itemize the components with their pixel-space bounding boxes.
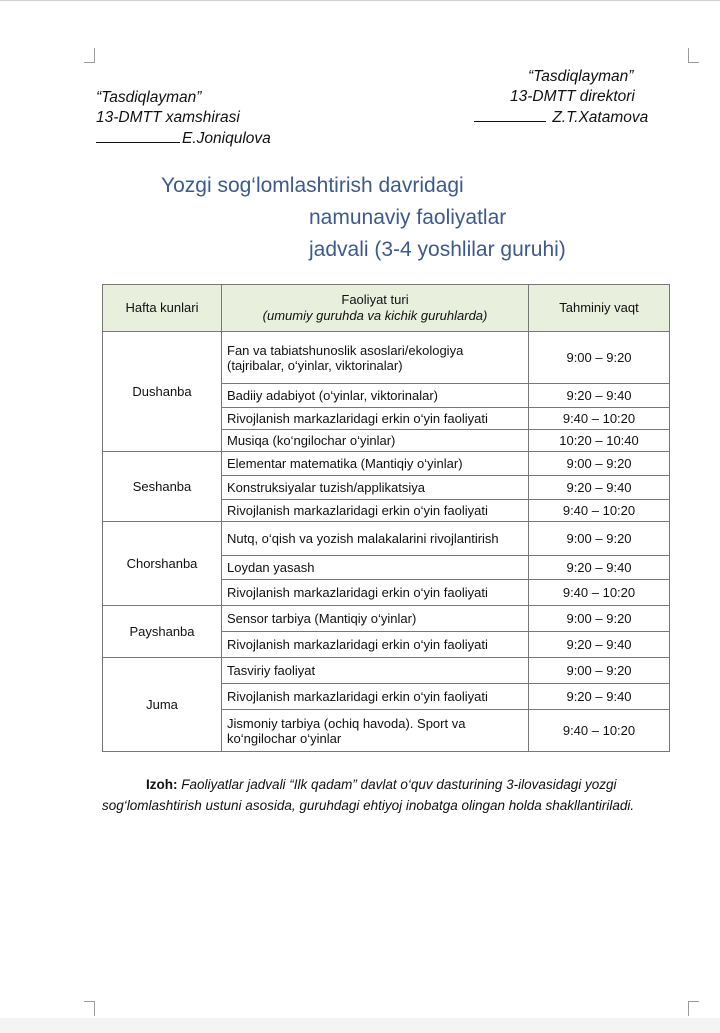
page-bottom-edge — [0, 1018, 720, 1033]
activity-cell: Elementar matematika (Mantiqiy o‘yinlar) — [222, 452, 529, 476]
signature-line — [96, 128, 180, 143]
approval-right — [474, 67, 674, 128]
approval-left-position: 13-DMTT xamshirasi — [96, 109, 240, 126]
note-line-2: sog‘lomlashtirish ustuni asosida, guruhdagi ehtiyoj inobatga olingan holda shakllantiriladi. — [102, 798, 635, 813]
time-cell: 9:00 – 9:20 — [529, 658, 670, 684]
margin-corner-top-left — [84, 48, 95, 63]
day-cell: Juma — [103, 658, 222, 752]
activity-cell: Fan va tabiatshunoslik asoslari/ekologiya (tajribalar, o‘yinlar, viktorinalar) — [222, 332, 529, 384]
title-line-2: namunaviy faoliyatlar — [309, 206, 507, 229]
activity-cell: Sensor tarbiya (Mantiqiy o‘yinlar) — [222, 606, 529, 632]
activity-cell: Rivojlanish markazlaridagi erkin o‘yin faoliyati — [222, 500, 529, 522]
header-time: Tahminiy vaqt — [529, 285, 670, 332]
approval-left-signatory: E.Joniqulova — [182, 130, 271, 147]
signature-line — [474, 107, 546, 122]
time-cell: 10:20 – 10:40 — [529, 430, 670, 452]
title-line-1: Yozgi sog‘lomlashtirish davridagi — [161, 174, 464, 197]
header-day: Hafta kunlari — [103, 285, 222, 332]
header-activity — [222, 285, 529, 332]
activity-cell: Rivojlanish markazlaridagi erkin o‘yin faoliyati — [222, 580, 529, 606]
time-cell: 9:00 – 9:20 — [529, 606, 670, 632]
activity-cell: Rivojlanish markazlaridagi erkin o‘yin faoliyati — [222, 632, 529, 658]
margin-corner-top-right — [688, 48, 699, 63]
time-cell: 9:20 – 9:40 — [529, 476, 670, 500]
approval-left-signature — [96, 128, 271, 149]
activity-cell: Nutq, o‘qish va yozish malakalarini rivojlantirish — [222, 522, 529, 556]
approval-right-signatory: Z.T.Xatamova — [552, 109, 649, 126]
time-cell: 9:00 – 9:20 — [529, 522, 670, 556]
margin-corner-bottom-right — [688, 1001, 699, 1016]
title-line-3: jadvali (3-4 yoshlilar guruhi) — [309, 238, 566, 261]
time-cell: 9:40 – 10:20 — [529, 408, 670, 430]
activity-cell: Tasviriy faoliyat — [222, 658, 529, 684]
table-row — [103, 522, 670, 556]
time-cell: 9:00 – 9:20 — [529, 452, 670, 476]
activity-cell: Musiqa (ko‘ngilochar o‘yinlar) — [222, 430, 529, 452]
time-cell: 9:20 – 9:40 — [529, 556, 670, 580]
time-cell: 9:00 – 9:20 — [529, 332, 670, 384]
time-cell: 9:40 – 10:20 — [529, 580, 670, 606]
activity-cell: Jismoniy tarbiya (ochiq havoda). Sport va ko‘ngilochar o‘yinlar — [222, 710, 529, 752]
table-row — [103, 658, 670, 684]
day-cell: Seshanba — [103, 452, 222, 522]
activity-cell: Rivojlanish markazlaridagi erkin o‘yin faoliyati — [222, 408, 529, 430]
day-cell: Payshanba — [103, 606, 222, 658]
time-cell: 9:40 – 10:20 — [529, 710, 670, 752]
table-row — [103, 606, 670, 632]
schedule-body — [103, 332, 670, 752]
note-label: Izoh: — [146, 777, 178, 792]
activity-cell: Rivojlanish markazlaridagi erkin o‘yin faoliyati — [222, 684, 529, 710]
day-cell: Chorshanba — [103, 522, 222, 606]
header-activity-subtitle: (umumiy guruhda va kichik guruhlarda) — [262, 308, 488, 323]
note — [102, 774, 687, 816]
approval-left — [96, 88, 271, 149]
approval-right-signature — [474, 107, 674, 128]
table-header-row — [103, 285, 670, 332]
time-cell: 9:20 – 9:40 — [529, 632, 670, 658]
approval-right-heading: “Tasdiqlayman” — [528, 68, 634, 85]
schedule-table — [102, 284, 670, 752]
activity-cell: Badiiy adabiyot (o‘yinlar, viktorinalar) — [222, 384, 529, 408]
time-cell: 9:20 – 9:40 — [529, 384, 670, 408]
note-line-1: Faoliyatlar jadvali “Ilk qadam” davlat o‘quv dasturining 3-ilovasidagi yozgi — [181, 777, 617, 792]
table-row — [103, 452, 670, 476]
margin-corner-bottom-left — [84, 1001, 95, 1016]
activity-cell: Konstruksiyalar tuzish/applikatsiya — [222, 476, 529, 500]
header-activity-title: Faoliyat turi — [341, 292, 409, 307]
table-row — [103, 332, 670, 384]
approval-left-heading: “Tasdiqlayman” — [96, 89, 202, 106]
page-top-edge — [0, 0, 720, 1]
approval-right-position: 13-DMTT direktori — [510, 88, 635, 105]
time-cell: 9:40 – 10:20 — [529, 500, 670, 522]
day-cell: Dushanba — [103, 332, 222, 452]
activity-cell: Loydan yasash — [222, 556, 529, 580]
time-cell: 9:20 – 9:40 — [529, 684, 670, 710]
